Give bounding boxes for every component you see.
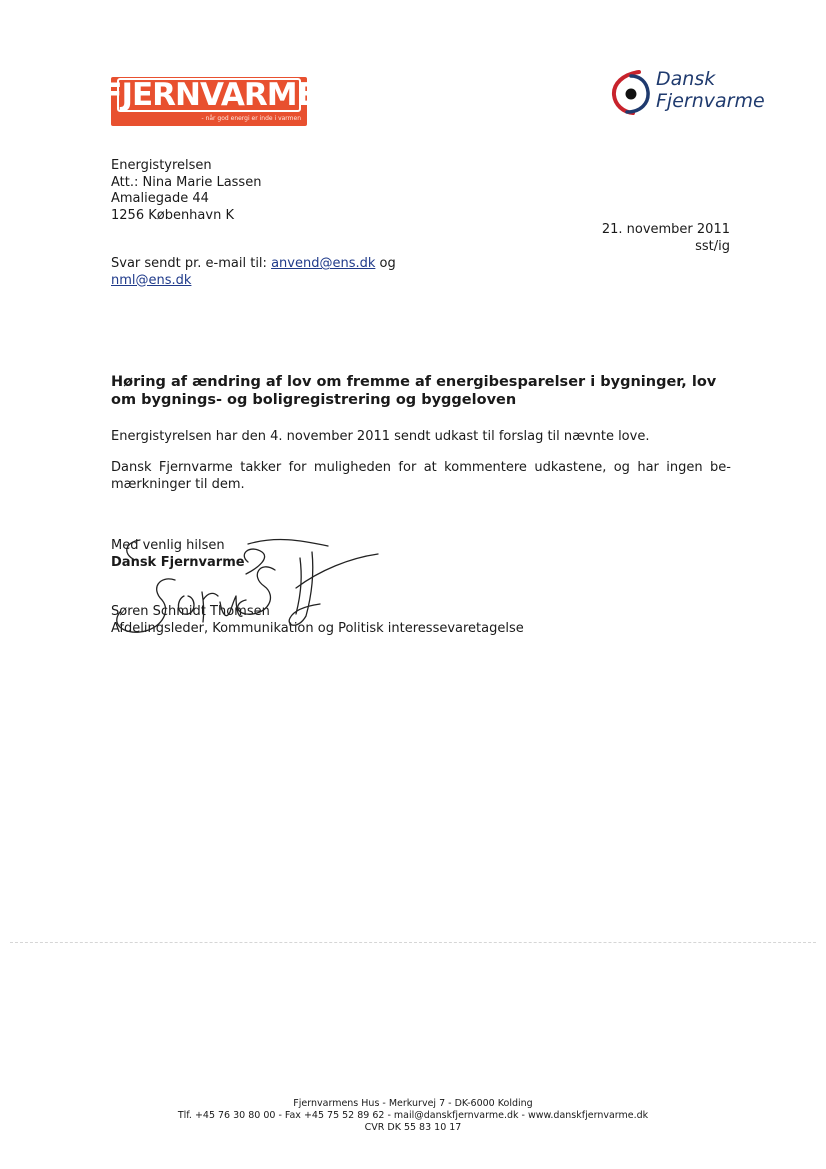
body-paragraph-1: Energistyrelsen har den 4. november 2011 sendt udkast til forslag til nævnte love. bbox=[111, 429, 650, 444]
letter-footer bbox=[0, 1098, 826, 1134]
dansk-fjernvarme-logo-line2: Fjernvarme bbox=[656, 90, 765, 112]
recipient-line: Amaliegade 44 bbox=[111, 191, 209, 206]
fjernvarme-logo-tagline: - når god energi er inde i varmen bbox=[201, 115, 301, 122]
fjernvarme-logo bbox=[101, 76, 317, 126]
footer-address: Fjernvarmens Hus - Merkurvej 7 - DK-6000 Kolding bbox=[293, 1098, 533, 1109]
email-link-nml[interactable]: nml@ens.dk bbox=[111, 272, 192, 288]
email-link-anvend[interactable]: anvend@ens.dk bbox=[271, 256, 376, 271]
dansk-fjernvarme-logo-line1: Dansk bbox=[656, 68, 716, 90]
recipient-address bbox=[111, 158, 261, 224]
signatory-name: Søren Schmidt Thomsen bbox=[111, 604, 270, 619]
dansk-fjernvarme-logo-icon bbox=[609, 68, 653, 116]
recipient-line: Energistyrelsen bbox=[111, 158, 212, 173]
sent-to-conjunction: og bbox=[375, 256, 396, 271]
body-paragraph-2: Dansk Fjernvarme takker for muligheden for at kommentere udkastene, og har ingen be-mærkninger til dem. bbox=[111, 460, 731, 492]
sent-to-prefix: Svar sendt pr. e-mail til: bbox=[111, 256, 272, 271]
recipient-line: Att.: Nina Marie Lassen bbox=[111, 174, 262, 190]
recipient-line: 1256 København K bbox=[111, 207, 234, 223]
signature-organization: Dansk Fjernvarme bbox=[111, 554, 245, 570]
closing-greeting: Med venlig hilsen bbox=[111, 538, 225, 553]
reference-code: sst/ig bbox=[695, 238, 730, 254]
page-divider bbox=[10, 942, 816, 943]
footer-cvr: CVR DK 55 83 10 17 bbox=[364, 1122, 462, 1133]
fjernvarme-logo-word: FJERNVARME bbox=[101, 76, 317, 113]
footer-contact: Tlf. +45 76 30 80 00 - Fax +45 75 52 89 62 - mail@danskfjernvarme.dk - www.danskfjernvarme.dk bbox=[177, 1110, 649, 1121]
letter-date: 21. november 2011 bbox=[601, 222, 730, 237]
letter-subject: Høring af ændring af lov om fremme af energibesparelser i bygninger, lov om bygnings- og boligregistrering og byggeloven bbox=[111, 374, 717, 408]
dansk-fjernvarme-logo-text bbox=[656, 68, 765, 112]
signatory-title: Afdelingsleder, Kommunikation og Politisk interessevaretagelse bbox=[111, 620, 524, 636]
sent-to-line bbox=[111, 256, 396, 289]
date-block bbox=[602, 222, 730, 255]
handwritten-signature bbox=[100, 530, 390, 650]
